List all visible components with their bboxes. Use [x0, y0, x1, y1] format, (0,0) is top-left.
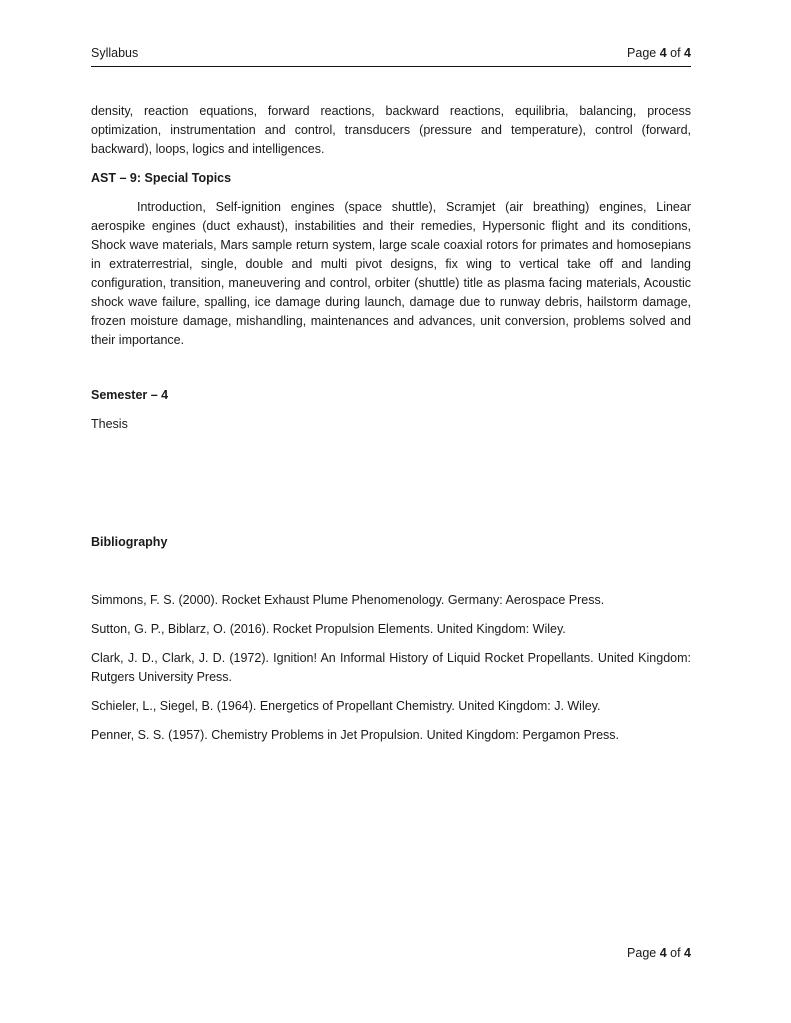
header-of-label: of [666, 46, 685, 60]
footer-page-indicator [627, 946, 691, 960]
page-header [91, 0, 691, 67]
semester-item-thesis: Thesis [91, 417, 128, 431]
footer-page-label: Page [627, 946, 660, 960]
reference-item-clark: Clark, J. D., Clark, J. D. (1972). Ignition! An Informal History of Liquid Rocket Propellants. United Kingdom: Rutgers University Press. [91, 651, 691, 684]
footer-total-pages: 4 [684, 946, 691, 960]
reference-list [91, 591, 691, 745]
header-document-title: Syllabus [91, 46, 139, 60]
paragraph-ast-9-body: Introduction, Self-ignition engines (space shuttle), Scramjet (air breathing) engines, Linear aerospike engines (duct exhaust), instabilities and their remedies, Hypersonic flight and its conditions, Shock wave materials, Mars sample return system, large scale coaxial rotors for primates and homosepians in extraterrestrial, single, double and multi pivot designs, fix wing to vertical take off and landing configuration, transition, maneuvering and control, orbiter (shuttle) title as plasma facing materials, Acoustic shock wave failure, spalling, ice damage during launch, damage due to runway debris, hailstorm damage, frozen moisture damage, mishandling, maintenances and advances, unit conversion, problems solved and their importance. [91, 200, 691, 347]
reference-item-penner: Penner, S. S. (1957). Chemistry Problems in Jet Propulsion. United Kingdom: Pergamon Press. [91, 728, 620, 742]
reference-item-simmons: Simmons, F. S. (2000). Rocket Exhaust Plume Phenomenology. Germany: Aerospace Press. [91, 593, 605, 607]
document-body [91, 102, 691, 745]
header-page-indicator [627, 44, 691, 63]
page-footer [627, 944, 691, 963]
heading-ast-9-special-topics: AST – 9: Special Topics [91, 171, 232, 185]
heading-bibliography: Bibliography [91, 535, 168, 549]
reference-item-schieler: Schieler, L., Siegel, B. (1964). Energetics of Propellant Chemistry. United Kingdom: J. Wiley. [91, 699, 601, 713]
header-page-label: Page [627, 46, 660, 60]
header-total-pages: 4 [684, 46, 691, 60]
footer-page-number: 4 [659, 946, 667, 960]
paragraph-continuation: density, reaction equations, forward reactions, backward reactions, equilibria, balancing, process optimization, instrumentation and control, transducers (pressure and temperature), control (forward, backward), loops, logics and intelligences. [91, 104, 691, 156]
heading-semester-4: Semester – 4 [91, 388, 169, 402]
header-page-number: 4 [659, 46, 667, 60]
reference-item-sutton: Sutton, G. P., Biblarz, O. (2016). Rocket Propulsion Elements. United Kingdom: Wiley. [91, 622, 566, 636]
footer-of-label: of [666, 946, 685, 960]
